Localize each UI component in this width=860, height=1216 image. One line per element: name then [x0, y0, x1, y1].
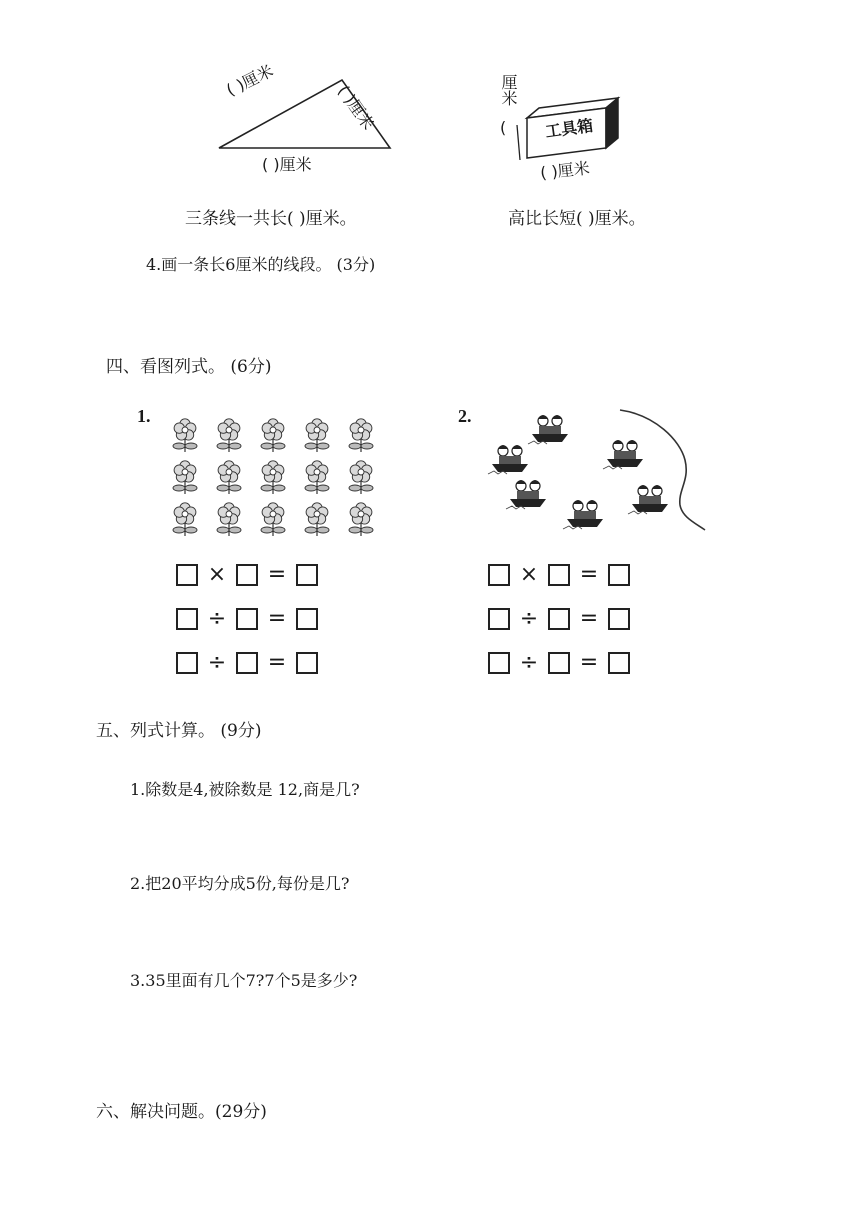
flower-icon: [217, 419, 241, 452]
children-boat-icon: [628, 485, 668, 514]
section-5-title: 五、列式计算。 (9分): [96, 721, 262, 741]
triangle-bottom-label: ( )厘米: [262, 155, 312, 174]
flower-icon: [305, 503, 329, 536]
answer-box[interactable]: [296, 564, 318, 586]
equals-sign: =: [267, 606, 287, 631]
answer-box[interactable]: [236, 652, 258, 674]
answer-box[interactable]: [548, 652, 570, 674]
answer-box[interactable]: [608, 608, 630, 630]
equals-sign: =: [267, 562, 287, 587]
children-boat-icon: [488, 445, 528, 474]
children-boat-icon: [506, 480, 546, 509]
flower-icon: [261, 503, 285, 536]
answer-box[interactable]: [548, 608, 570, 630]
operator-sign: ÷: [519, 606, 539, 631]
section-5-item-3: 3.35里面有几个7?7个5是多少?: [130, 971, 358, 990]
triangle-right-label: ( )厘米: [333, 81, 378, 134]
answer-box[interactable]: [296, 608, 318, 630]
answer-box[interactable]: [236, 564, 258, 586]
toolbox-length-label: ( )厘米: [539, 158, 591, 183]
operator-sign: ×: [207, 562, 227, 587]
figure-2-number: 2.: [458, 406, 472, 426]
toolbox-height-brackets: (: [500, 118, 507, 137]
flower-icon: [173, 503, 197, 536]
section-6-title: 六、解决问题。(29分): [96, 1102, 267, 1122]
flower-icon: [261, 461, 285, 494]
children-picture: [480, 405, 720, 535]
flower-icon: [173, 461, 197, 494]
flower-grid: [160, 410, 390, 540]
answer-box[interactable]: [608, 652, 630, 674]
equals-sign: =: [267, 650, 287, 675]
toolbox-drawing: [0, 0, 860, 300]
answer-box[interactable]: [176, 608, 198, 630]
answer-box[interactable]: [296, 652, 318, 674]
equation-row: [488, 563, 630, 587]
answer-box[interactable]: [176, 564, 198, 586]
equals-sign: =: [579, 650, 599, 675]
toolbox-caption: 高比长短( )厘米。: [508, 209, 646, 229]
answer-box[interactable]: [608, 564, 630, 586]
equation-row: [176, 563, 318, 587]
children-boat-icon: [563, 500, 603, 529]
operator-sign: ×: [519, 562, 539, 587]
answer-box[interactable]: [176, 652, 198, 674]
answer-box[interactable]: [236, 608, 258, 630]
operator-sign: ÷: [207, 606, 227, 631]
flower-icon: [349, 503, 373, 536]
answer-box[interactable]: [488, 652, 510, 674]
flower-icon: [305, 419, 329, 452]
flower-icon: [217, 503, 241, 536]
flower-icon: [261, 419, 285, 452]
operator-sign: ÷: [207, 650, 227, 675]
equation-row: [488, 607, 630, 631]
children-boat-icon: [528, 415, 568, 444]
toolbox-height-label: 厘米: [499, 74, 518, 106]
section-5-item-2: 2.把20平均分成5份,每份是几?: [130, 874, 350, 893]
triangle-left-label: ( )厘米: [223, 60, 277, 100]
equation-row: [488, 651, 630, 675]
triangle-caption: 三条线一共长( )厘米。: [185, 209, 357, 229]
equation-row: [176, 651, 318, 675]
answer-box[interactable]: [488, 564, 510, 586]
flower-icon: [349, 461, 373, 494]
section-5-item-1: 1.除数是4,被除数是 12,商是几?: [130, 780, 360, 799]
answer-box[interactable]: [488, 608, 510, 630]
children-boat-icon: [603, 440, 643, 469]
section-4-title: 四、看图列式。 (6分): [106, 357, 272, 377]
flower-icon: [173, 419, 197, 452]
toolbox-label: 工具箱: [544, 115, 595, 142]
flower-icon: [305, 461, 329, 494]
answer-box[interactable]: [548, 564, 570, 586]
operator-sign: ÷: [519, 650, 539, 675]
question-4: 4.画一条长6厘米的线段。 (3分): [146, 255, 376, 274]
flower-icon: [349, 419, 373, 452]
figure-1-number: 1.: [137, 406, 151, 426]
equals-sign: =: [579, 606, 599, 631]
equals-sign: =: [579, 562, 599, 587]
flower-icon: [217, 461, 241, 494]
equation-row: [176, 607, 318, 631]
